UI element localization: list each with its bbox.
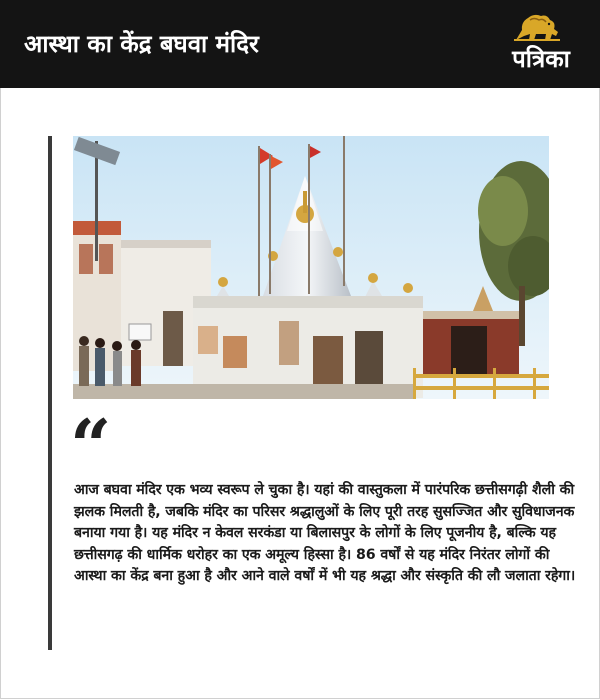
quote-icon: “ [70,403,112,488]
quote-rule [48,136,52,650]
temple-photo [73,136,549,399]
brand-logo[interactable] [496,12,586,78]
header-bar [0,0,600,88]
lion-icon [512,12,562,42]
page-title: आस्था का केंद्र बघवा मंदिर [24,30,259,58]
article-body: आज बघवा मंदिर एक भव्य स्वरूप ले चुका है। यहां की वास्तुकला में पारंपरिक छत्तीसगढ़ी शैली की झलक मिलती है, जबकि मंदिर का परिसर श्रद्धालुओं के लिए पूरी तरह सुसज्जित और सुविधाजनक बनाया गया है। यह मंदिर न केवल सरकंडा या बिलासपुर के लोगों के लिए पूजनीय है, बल्कि यह छत्तीसगढ़ की धार्मिक धरोहर का एक अमूल्य हिस्सा है। 86 वर्षों से यह मंदिर निरंतर लोगों की आस्था का केंद्र बना हुआ है और आने वाले वर्षों में भी यह श्रद्धा और संस्कृति की लौ जलाता रहेगा। [74,482,576,585]
brand-name: पत्रिका [512,45,570,73]
